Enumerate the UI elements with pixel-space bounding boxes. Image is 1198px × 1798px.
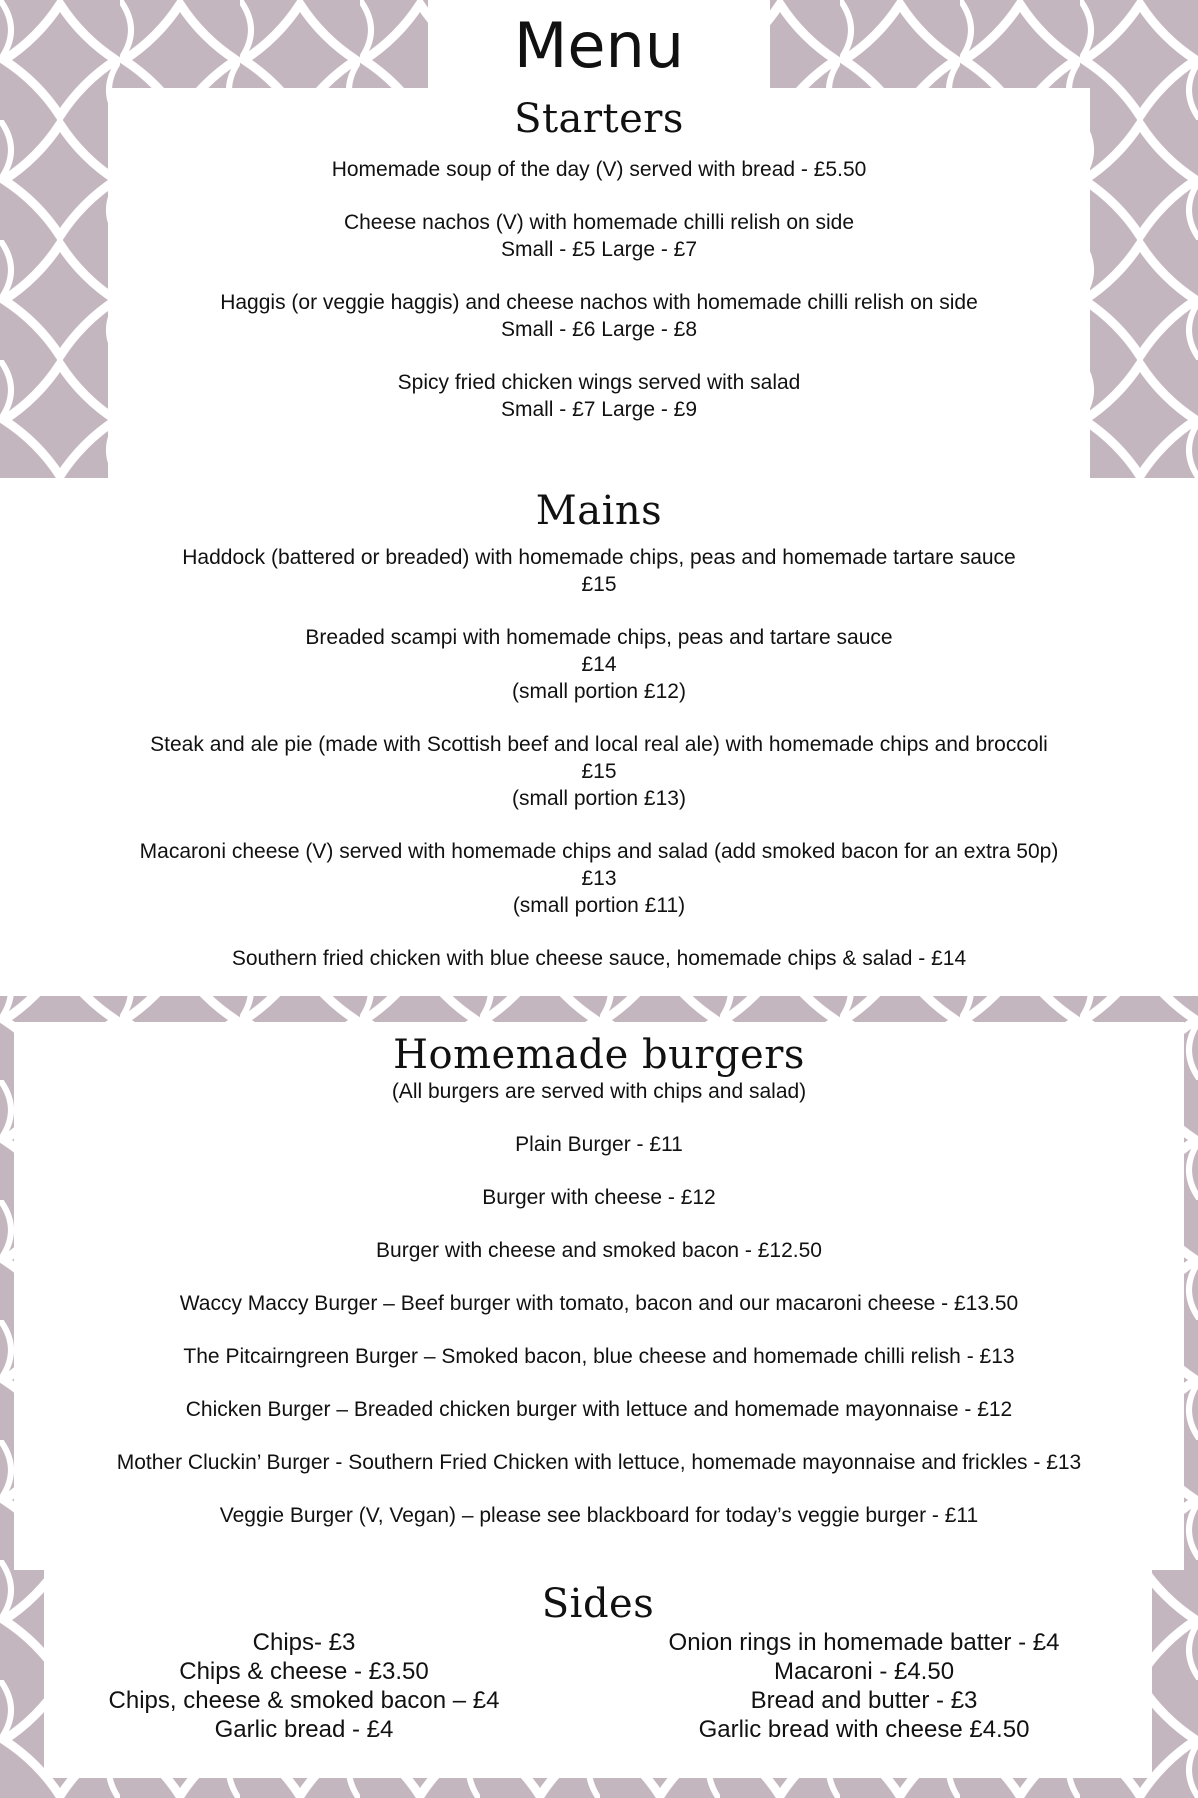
main-item-text: Steak and ale pie (made with Scottish beef and local real ale) with homemade chips and broccoli [150, 733, 1048, 756]
burger-item: Plain Burger - £11 [515, 1133, 683, 1156]
side-item: Chips, cheese & smoked bacon – £4 [108, 1687, 500, 1714]
burger-item: Burger with cheese - £12 [482, 1186, 716, 1209]
side-item: Chips- £3 [252, 1629, 356, 1656]
starter-item-price: Small - £5 Large - £7 [500, 238, 698, 261]
starters-title: Starters [514, 96, 684, 142]
mains-title: Mains [535, 488, 663, 534]
sides-panel [44, 1570, 1152, 1778]
burger-item: The Pitcairngreen Burger – Smoked bacon, blue cheese and homemade chilli relish - £13 [183, 1345, 1015, 1368]
starter-item-text: Cheese nachos (V) with homemade chilli relish on side [343, 211, 855, 234]
main-item [0, 731, 1198, 812]
starter-item-text: Homemade soup of the day (V) served with bread - £5.50 [331, 158, 867, 181]
main-item-price: £15 [581, 760, 617, 783]
sides-left-column [44, 1628, 564, 1744]
starters-list [108, 156, 1090, 423]
main-item-small-portion: (small portion £11) [512, 894, 686, 917]
burger-item: Mother Cluckin’ Burger - Southern Fried Chicken with lettuce, homemade mayonnaise and frickles - £13 [116, 1451, 1082, 1474]
main-item-price: £15 [581, 573, 617, 596]
starter-item-price: Small - £7 Large - £9 [500, 398, 698, 421]
burgers-title: Homemade burgers [393, 1032, 805, 1078]
burgers-list [14, 1131, 1184, 1529]
mains-panel [0, 478, 1198, 996]
burger-item: Burger with cheese and smoked bacon - £12.50 [376, 1239, 822, 1262]
main-item [0, 544, 1198, 598]
menu-title-box [428, 0, 770, 92]
starter-item-text: Haggis (or veggie haggis) and cheese nachos with homemade chilli relish on side [220, 291, 978, 314]
starters-panel [108, 88, 1090, 478]
main-item-text: Macaroni cheese (V) served with homemade chips and salad (add smoked bacon for an extra 50p) [139, 840, 1059, 863]
main-item [0, 838, 1198, 919]
main-item [0, 624, 1198, 705]
starter-item [108, 369, 1090, 423]
burger-item: Veggie Burger (V, Vegan) – please see blackboard for today’s veggie burger - £11 [219, 1504, 979, 1527]
starter-item-price: Small - £6 Large - £8 [500, 318, 698, 341]
main-item-price: £14 [581, 653, 617, 676]
burgers-panel [14, 1022, 1184, 1570]
burgers-subtitle: (All burgers are served with chips and salad) [391, 1080, 807, 1103]
mains-list [0, 544, 1198, 972]
main-item [0, 945, 1198, 972]
side-item: Garlic bread - £4 [214, 1716, 394, 1743]
main-item-text: Breaded scampi with homemade chips, peas and tartare sauce [305, 626, 893, 649]
starter-item [108, 156, 1090, 183]
main-item-text: Haddock (battered or breaded) with homemade chips, peas and homemade tartare sauce [182, 546, 1016, 569]
burger-item: Chicken Burger – Breaded chicken burger with lettuce and homemade mayonnaise - £12 [185, 1398, 1013, 1421]
sides-right-column [604, 1628, 1124, 1744]
side-item: Macaroni - £4.50 [773, 1658, 955, 1685]
main-item-small-portion: (small portion £13) [512, 787, 686, 810]
menu-title: Menu [513, 9, 685, 82]
burger-item: Waccy Maccy Burger – Beef burger with tomato, bacon and our macaroni cheese - £13.50 [179, 1292, 1019, 1315]
starter-item [108, 209, 1090, 263]
main-item-price: £13 [581, 867, 617, 890]
side-item: Bread and butter - £3 [750, 1687, 978, 1714]
starter-item [108, 289, 1090, 343]
side-item: Chips & cheese - £3.50 [179, 1658, 429, 1685]
main-item-small-portion: (small portion £12) [512, 680, 686, 703]
side-item: Garlic bread with cheese £4.50 [698, 1716, 1030, 1743]
side-item: Onion rings in homemade batter - £4 [668, 1629, 1060, 1656]
starter-item-text: Spicy fried chicken wings served with salad [397, 371, 801, 394]
sides-title: Sides [541, 1581, 655, 1627]
main-item-text: Southern fried chicken with blue cheese sauce, homemade chips & salad - £14 [231, 947, 967, 970]
